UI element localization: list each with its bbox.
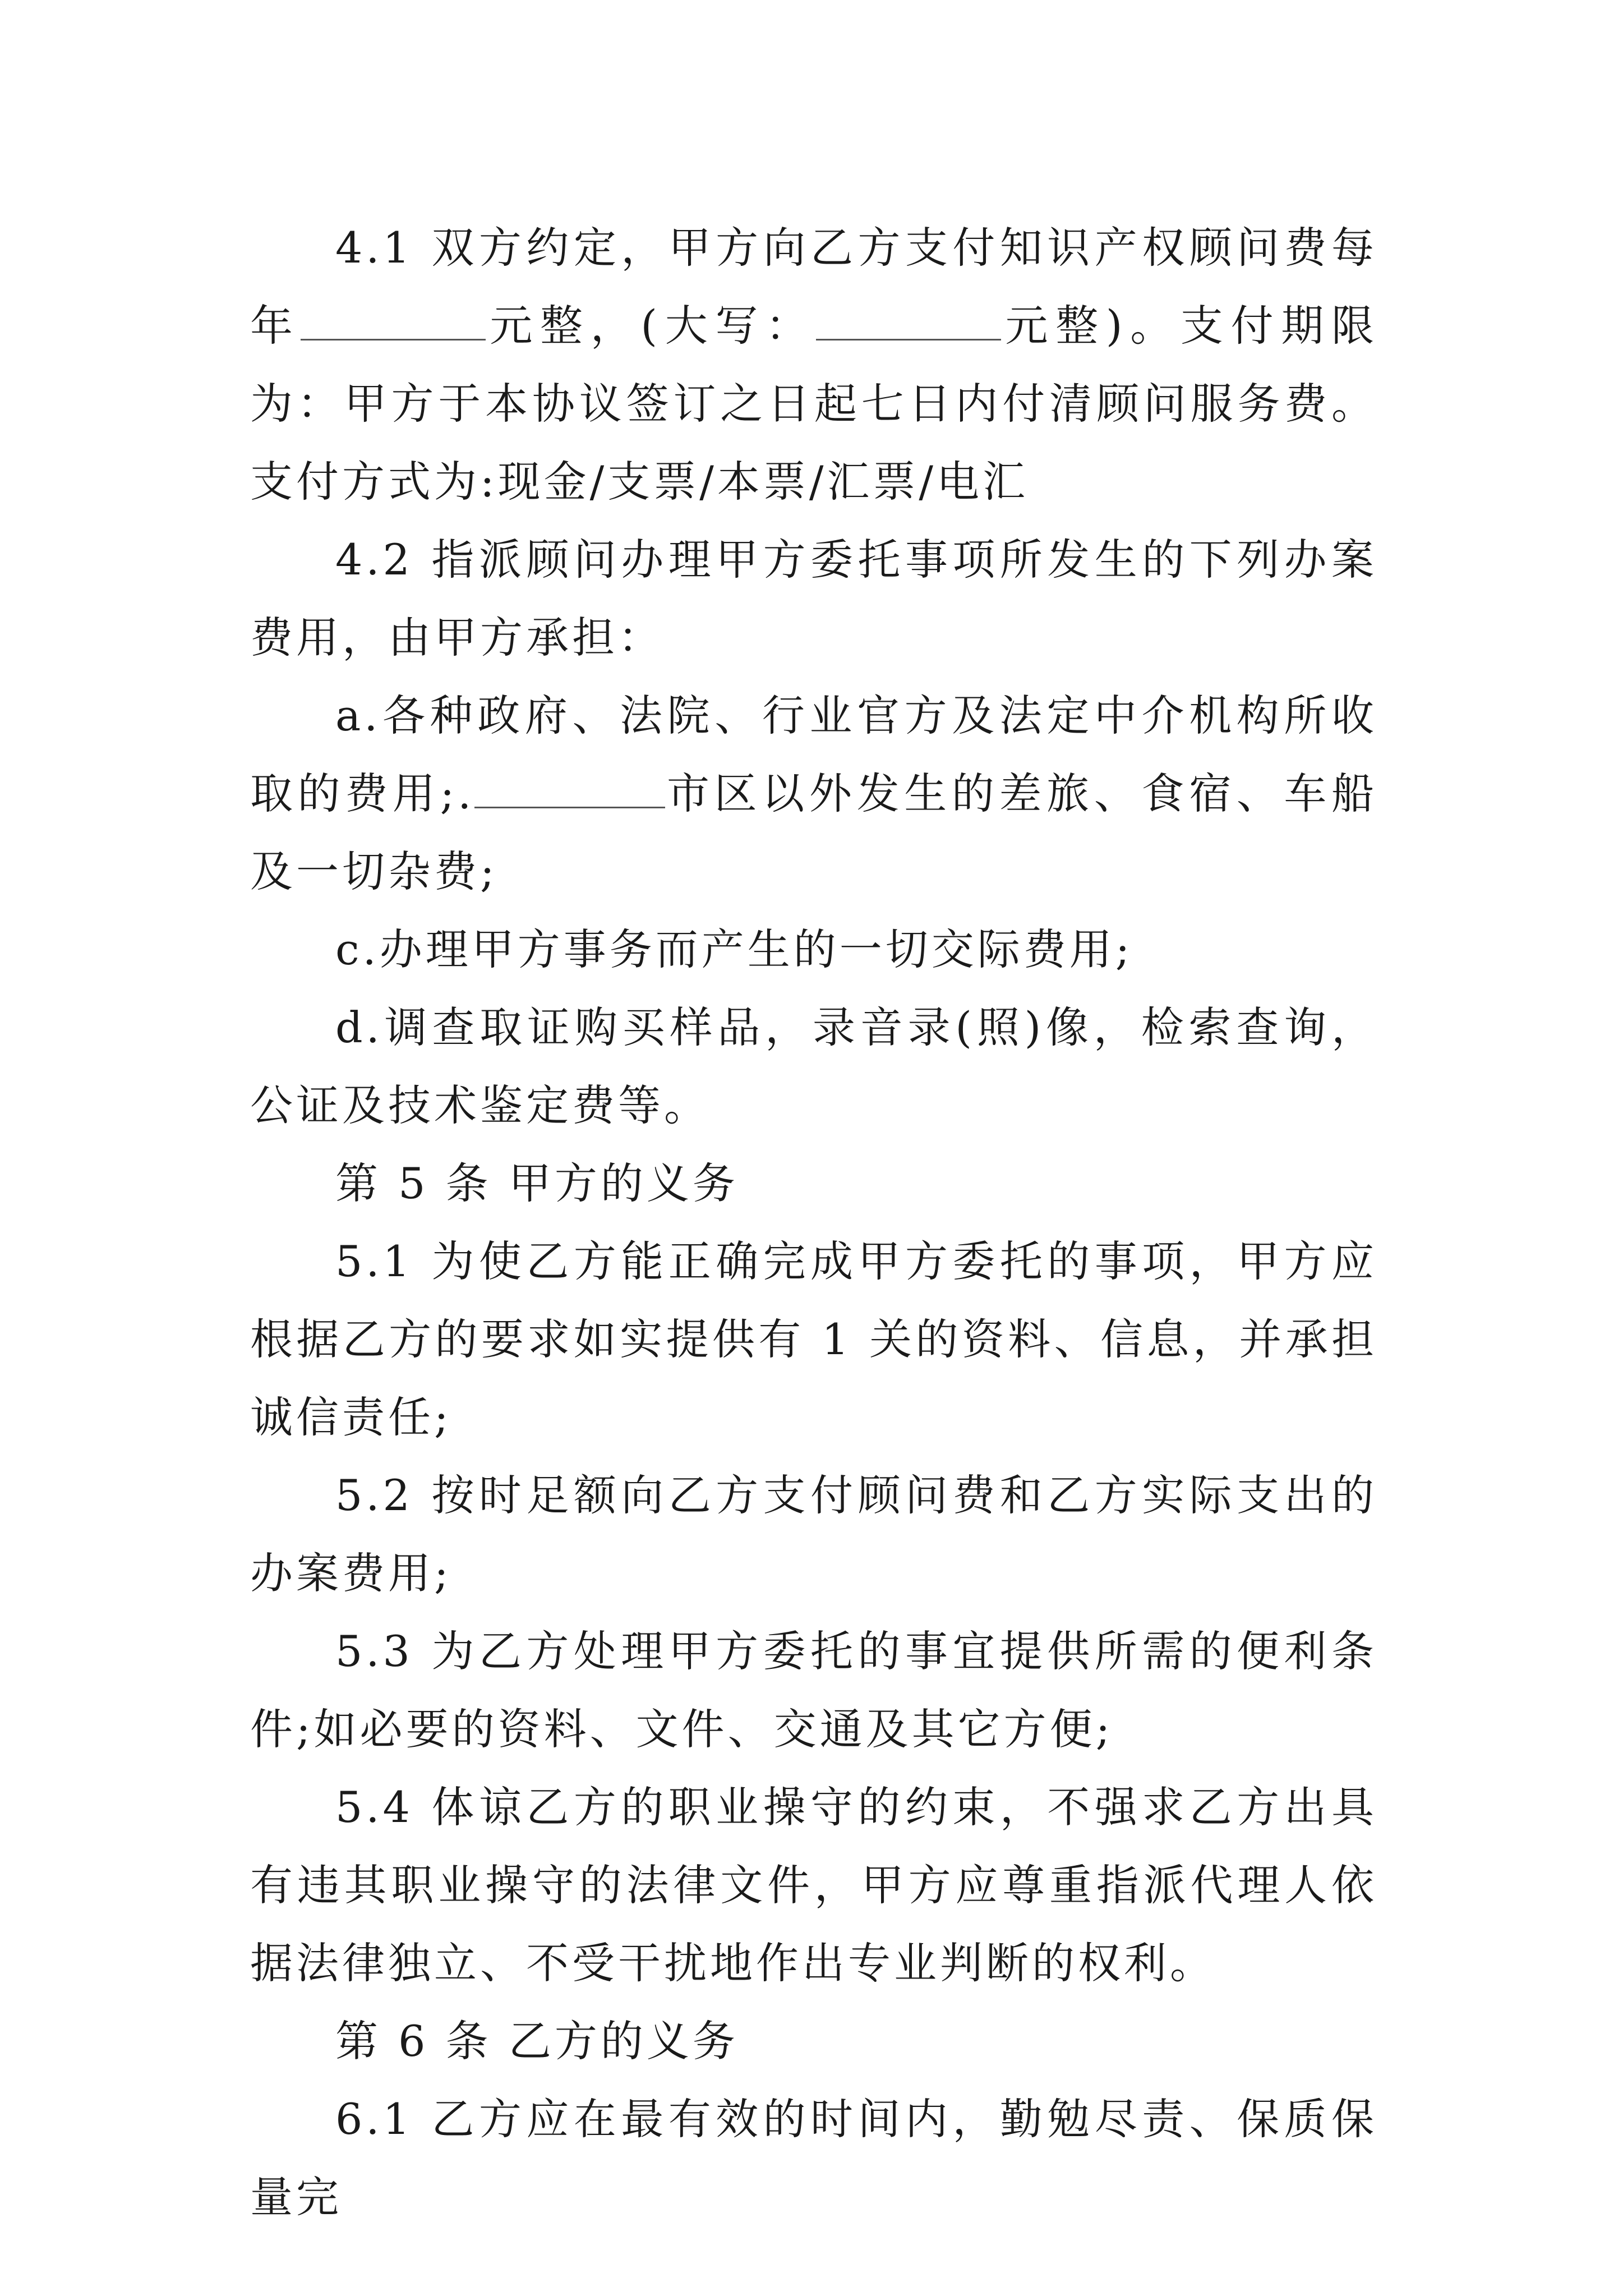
paragraph-5-3: 5.3 为乙方处理甲方委托的事宜提供所需的便利条件;如必要的资料、文件、交通及其它方便; bbox=[250, 1626, 1377, 1754]
article-6-heading: 第 6 条 乙方的义务 bbox=[335, 2016, 739, 2066]
paragraph-4-1 bbox=[250, 209, 1377, 521]
document-body bbox=[250, 209, 1377, 2236]
paragraph-5-1: 5.1 为使乙方能正确完成甲方委托的事项，甲方应根据乙方的要求如实提供有 1 关的资料、信息，并承担诚信责任; bbox=[250, 1236, 1377, 1442]
article-5-heading: 第 5 条 甲方的义务 bbox=[335, 1158, 739, 1208]
paragraph-5-2: 5.2 按时足额向乙方支付顾问费和乙方实际支出的办案费用; bbox=[250, 1470, 1377, 1598]
paragraph-4-1-text-b: 元整，(大写： bbox=[485, 301, 816, 351]
paragraph-6-1: 6.1 乙方应在最有效的时间内，勤勉尽责、保质保量完 bbox=[250, 2094, 1377, 2222]
city-name-blank bbox=[474, 771, 665, 808]
paragraph-a bbox=[250, 677, 1377, 910]
paragraph-a-text-b: 市区以外发生的差旅、食宿、车船及一切杂费; bbox=[250, 769, 1378, 896]
fee-amount-blank bbox=[301, 303, 486, 341]
paragraph-4-1-text-c: 元整)。支付期限为：甲方于本协议签订之日起七日内付清顾问服务费。支付方式为:现金/支票/本票/汇票/电汇 bbox=[250, 301, 1377, 507]
paragraph-4-2: 4.2 指派顾问办理甲方委托事项所发生的下列办案费用，由甲方承担： bbox=[250, 535, 1377, 662]
paragraph-d: d.调查取证购买样品，录音录(照)像，检索查询，公证及技术鉴定费等。 bbox=[250, 1002, 1377, 1130]
paragraph-4-1-text-a: 4.1 双方约定，甲方向乙方支付知识产权顾问费每年 bbox=[250, 223, 1377, 351]
paragraph-5-4: 5.4 体谅乙方的职业操守的约束，不强求乙方出具有违其职业操守的法律文件，甲方应尊重指派代理人依据法律独立、不受干扰地作出专业判断的权利。 bbox=[250, 1782, 1377, 1988]
paragraph-c: c.办理甲方事务而产生的一切交际费用; bbox=[335, 924, 1133, 974]
paragraph-a-text-a: a.各种政府、法院、行业官方及法定中介机构所收取的费用;. bbox=[250, 691, 1377, 818]
fee-amount-uppercase-blank bbox=[816, 303, 1001, 341]
